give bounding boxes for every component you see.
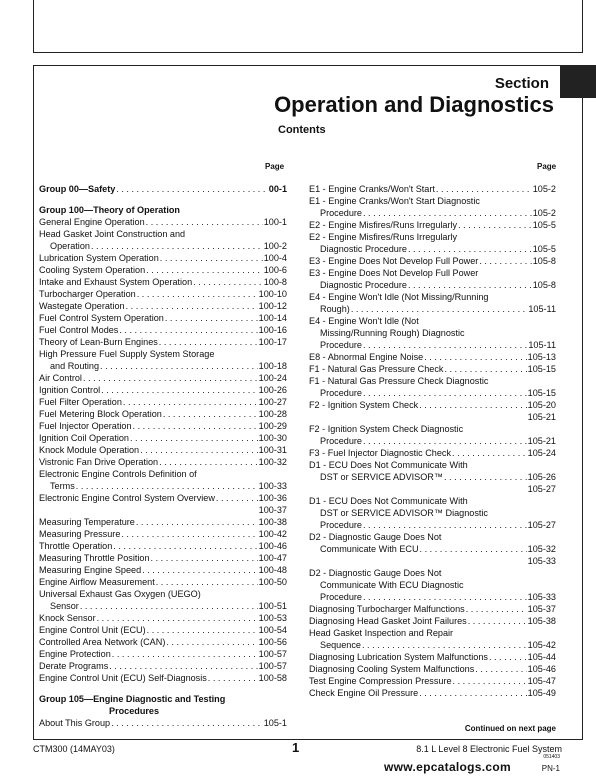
toc-entry-page: 105-37	[527, 604, 556, 614]
toc-entry-title: DST or SERVICE ADVISOR™ Diagnostic	[320, 508, 488, 518]
toc-entry-title: Communicate With ECU	[320, 544, 419, 554]
toc-entry-title: High Pressure Fuel Supply System Storage	[39, 349, 215, 359]
toc-entry-title: E4 - Engine Won't Idle (Not	[309, 316, 419, 326]
toc-entry[interactable]	[39, 516, 287, 528]
toc-entry-title: Fuel Metering Block Operation	[39, 409, 162, 419]
toc-entry-title: Derate Programs	[39, 661, 109, 671]
toc-entry-page: 105-32	[527, 544, 556, 554]
toc-entry-page: 100-36	[258, 493, 287, 503]
toc-entry-page: 100-53	[258, 613, 287, 623]
toc-entry-page: 100-42	[258, 529, 287, 539]
toc-entry-page: 105-11	[528, 304, 556, 314]
toc-entry-title: Rough)	[320, 304, 350, 314]
toc-entry-page: 100-28	[258, 409, 287, 419]
toc-entry-page: 100-24	[258, 373, 287, 383]
toc-entry-page: 105-33	[527, 556, 556, 566]
toc-entry-page: 100-16	[258, 325, 287, 335]
toc-entry[interactable]	[39, 336, 287, 348]
toc-entry-title: D2 - Diagnostic Gauge Does Not	[309, 532, 442, 542]
toc-entry[interactable]	[309, 615, 556, 627]
toc-entry[interactable]	[39, 420, 287, 432]
toc-entry-title: Electronic Engine Controls Definition of	[39, 469, 197, 479]
toc-entry-title: Procedure	[320, 592, 362, 602]
toc-entry-title: Head Gasket Joint Construction and	[39, 229, 186, 239]
toc-entry-page: 105-24	[527, 448, 556, 458]
section-label: Section	[494, 75, 549, 92]
toc-entry[interactable]	[39, 372, 287, 384]
contents-label: Contents	[278, 124, 326, 136]
toc-entry-title: D1 - ECU Does Not Communicate With	[309, 496, 468, 506]
toc-entry[interactable]	[39, 288, 287, 300]
toc-entry-title: and Routing	[50, 361, 100, 371]
continued-note: Continued on next page	[464, 724, 556, 733]
footer-doc-id: CTM300 (14MAY03)	[33, 744, 115, 754]
toc-entry-page: 100-29	[258, 421, 287, 431]
toc-entry-title: Lubrication System Operation	[39, 253, 159, 263]
toc-entry[interactable]	[39, 660, 287, 672]
toc-entry[interactable]	[39, 408, 287, 420]
previous-page-frame	[33, 0, 583, 53]
toc-entry-title: Ignition Coil Operation	[39, 433, 129, 443]
toc-entry-page: 100-57	[258, 661, 287, 671]
toc-entry-title: F1 - Natural Gas Pressure Check	[309, 364, 444, 374]
toc-entry[interactable]	[39, 672, 287, 684]
toc-entry[interactable]	[309, 315, 556, 351]
toc-entry-title: Diagnostic Procedure	[320, 280, 407, 290]
toc-entry-page: 100-17	[258, 337, 287, 347]
toc-entry-page: 105-13	[527, 352, 556, 362]
toc-entry-page: 100-10	[258, 289, 287, 299]
toc-entry-title: Check Engine Oil Pressure	[309, 688, 419, 698]
toc-entry-title: Theory of Lean-Burn Engines	[39, 337, 158, 347]
toc-entry-title: Measuring Throttle Position	[39, 553, 150, 563]
toc-entry[interactable]	[309, 219, 556, 231]
toc-entry-title: Procedure	[320, 208, 362, 218]
toc-entry-page: 100-50	[258, 577, 287, 587]
toc-entry[interactable]	[39, 216, 287, 228]
toc-entry-page: 100-6	[263, 265, 287, 275]
toc-entry-title: E8 - Abnormal Engine Noise	[309, 352, 424, 362]
toc-entry[interactable]	[39, 384, 287, 396]
toc-entry-title: Electronic Engine Control System Overview	[39, 493, 215, 503]
toc-entry-page: 105-38	[527, 616, 556, 626]
toc-entry[interactable]	[39, 396, 287, 408]
toc-entry-title: E1 - Engine Cranks/Won't Start Diagnostic	[309, 196, 480, 206]
toc-entry-title: Throttle Operation	[39, 541, 113, 551]
toc-entry[interactable]	[309, 459, 556, 495]
toc-entry-page: 100-2	[263, 241, 287, 251]
toc-entry-page: 105-15	[527, 388, 556, 398]
toc-entry-page: 100-56	[258, 637, 287, 647]
toc-entry-title: Universal Exhaust Gas Oxygen (UEGO)	[39, 589, 201, 599]
toc-entry-page: 105-15	[527, 364, 556, 374]
toc-entry[interactable]	[39, 576, 287, 588]
toc-entry[interactable]	[309, 363, 556, 375]
toc-entry-page: 00-1	[268, 184, 287, 194]
toc-entry-page: 105-49	[527, 688, 556, 698]
toc-entry[interactable]	[39, 492, 287, 516]
right-toc-column	[309, 183, 556, 699]
toc-entry[interactable]	[39, 540, 287, 552]
toc-entry-page: 105-27	[527, 520, 556, 530]
group-heading: Group 100—Theory of Operation	[39, 205, 180, 215]
toc-entry-title: Turbocharger Operation	[39, 289, 136, 299]
toc-entry[interactable]	[39, 324, 287, 336]
toc-entry-page: 100-12	[258, 301, 287, 311]
toc-entry-page: 105-42	[527, 640, 556, 650]
toc-entry-page: 105-2	[532, 208, 556, 218]
toc-entry-page: 100-26	[258, 385, 287, 395]
toc-entry-title: Procedure	[320, 340, 362, 350]
left-page-header: Page	[265, 162, 285, 171]
toc-entry-title: F3 - Fuel Injector Diagnostic Check	[309, 448, 452, 458]
toc-entry[interactable]	[309, 231, 556, 255]
toc-entry-page: 105-26	[527, 472, 556, 482]
toc-entry-title: Fuel Control Modes	[39, 325, 119, 335]
toc-entry[interactable]	[39, 468, 287, 492]
toc-entry-page: 100-8	[263, 277, 287, 287]
toc-entry[interactable]	[309, 195, 556, 219]
toc-entry-title: E3 - Engine Does Not Develop Full Power	[309, 256, 479, 266]
toc-entry[interactable]	[309, 255, 556, 267]
toc-entry-page: 100-18	[258, 361, 287, 371]
toc-entry-title: Procedure	[320, 520, 362, 530]
toc-entry-title: D2 - Diagnostic Gauge Does Not	[309, 568, 442, 578]
toc-entry-page: 105-21	[527, 412, 556, 422]
toc-entry-page: 100-51	[258, 601, 287, 611]
toc-entry-page: 105-11	[528, 340, 556, 350]
toc-entry-page: 105-20	[527, 400, 556, 410]
toc-entry-title: Communicate With ECU Diagnostic	[320, 580, 464, 590]
toc-entry-title: Operation	[50, 241, 90, 251]
toc-entry-page: 105-8	[532, 280, 556, 290]
toc-entry-title: F2 - Ignition System Check	[309, 400, 419, 410]
toc-entry-title: Procedure	[320, 436, 362, 446]
toc-entry-title: Test Engine Compression Pressure	[309, 676, 452, 686]
toc-entry[interactable]	[309, 627, 556, 651]
toc-entry-title: Group 00—Safety	[39, 184, 116, 194]
toc-entry-title: E4 - Engine Won't Idle (Not Missing/Running	[309, 292, 489, 302]
toc-entry-page: 100-57	[258, 649, 287, 659]
toc-entry[interactable]	[39, 528, 287, 540]
toc-entry[interactable]	[39, 348, 287, 372]
toc-entry[interactable]	[309, 375, 556, 399]
toc-entry-title: Engine Protection	[39, 649, 111, 659]
toc-entry-title: D1 - ECU Does Not Communicate With	[309, 460, 468, 470]
toc-entry-page: 100-30	[258, 433, 287, 443]
toc-entry[interactable]	[39, 648, 287, 660]
toc-entry-title: E2 - Engine Misfires/Runs Irregularly	[309, 232, 458, 242]
toc-entry-page: 105-2	[532, 184, 556, 194]
group-spacer	[39, 195, 287, 204]
toc-entry-title: Sensor	[50, 601, 79, 611]
toc-entry[interactable]	[39, 588, 287, 612]
toc-entry[interactable]	[309, 567, 556, 603]
toc-entry-page: 105-5	[532, 244, 556, 254]
footer-title: 8.1 L Level 8 Electronic Fuel System	[416, 744, 562, 754]
toc-entry[interactable]	[39, 612, 287, 624]
toc-entry[interactable]	[39, 564, 287, 576]
toc-entry-title: General Engine Operation	[39, 217, 145, 227]
toc-entry-title: Controlled Area Network (CAN)	[39, 637, 166, 647]
toc-entry-title: Diagnosing Lubrication System Malfunctions	[309, 652, 488, 662]
toc-entry-title: Head Gasket Inspection and Repair	[309, 628, 454, 638]
toc-entry[interactable]	[39, 624, 287, 636]
toc-entry-title: F2 - Ignition System Check Diagnostic	[309, 424, 464, 434]
toc-entry[interactable]	[309, 183, 556, 195]
toc-entry-title: Knock Sensor	[39, 613, 96, 623]
toc-entry-page: 100-31	[258, 445, 287, 455]
toc-entry-page: 105-8	[532, 256, 556, 266]
left-toc-column	[39, 183, 287, 729]
footer-code: 051403	[543, 754, 560, 760]
toc-entry[interactable]	[39, 432, 287, 444]
toc-entry[interactable]	[309, 531, 556, 567]
toc-entry-title: Terms	[50, 481, 75, 491]
watermark: www.epcatalogs.com	[384, 760, 511, 774]
footer-part-number: PN-1	[541, 764, 560, 773]
toc-entry[interactable]	[39, 228, 287, 252]
toc-entry-title: Diagnosing Head Gasket Joint Failures	[309, 616, 467, 626]
toc-entry-page: 100-47	[258, 553, 287, 563]
toc-entry-title: Vistronic Fan Drive Operation	[39, 457, 159, 467]
toc-entry-page: 100-32	[258, 457, 287, 467]
toc-entry-title: Fuel Control System Operation	[39, 313, 164, 323]
toc-entry[interactable]	[39, 276, 287, 288]
toc-entry-title: Measuring Temperature	[39, 517, 135, 527]
toc-entry-title: Missing/Running Rough) Diagnostic	[320, 328, 465, 338]
right-page-header: Page	[537, 162, 557, 171]
toc-entry-title: Cooling System Operation	[39, 265, 146, 275]
toc-entry[interactable]	[309, 495, 556, 531]
toc-entry-page: 105-33	[527, 592, 556, 602]
toc-entry-title: F1 - Natural Gas Pressure Check Diagnostic	[309, 376, 489, 386]
toc-entry[interactable]	[309, 351, 556, 363]
toc-entry[interactable]	[309, 447, 556, 459]
toc-entry-page: 105-5	[532, 220, 556, 230]
toc-entry[interactable]	[39, 264, 287, 276]
toc-entry-title: Engine Control Unit (ECU) Self-Diagnosis	[39, 673, 207, 683]
group-spacer	[39, 684, 287, 693]
toc-entry[interactable]	[39, 252, 287, 264]
toc-entry-title: Diagnosing Turbocharger Malfunctions	[309, 604, 465, 614]
toc-entry-title: E3 - Engine Does Not Develop Full Power	[309, 268, 479, 278]
toc-entry[interactable]	[39, 552, 287, 564]
toc-entry-title: Fuel Injector Operation	[39, 421, 132, 431]
toc-entry-page: 100-27	[258, 397, 287, 407]
page-number: 1	[292, 740, 300, 755]
toc-entry[interactable]	[39, 636, 287, 648]
toc-entry-title: Engine Control Unit (ECU)	[39, 625, 146, 635]
toc-entry-page: 100-14	[258, 313, 287, 323]
toc-entry-page: 100-54	[258, 625, 287, 635]
toc-entry-title: Ignition Control	[39, 385, 101, 395]
toc-entry-title: Fuel Filter Operation	[39, 397, 122, 407]
toc-entry-page: 100-4	[263, 253, 287, 263]
toc-entry-page: 105-47	[527, 676, 556, 686]
toc-entry-title: DST or SERVICE ADVISOR™	[320, 472, 443, 482]
toc-entry[interactable]	[309, 423, 556, 447]
toc-entry[interactable]	[39, 456, 287, 468]
toc-entry[interactable]	[309, 267, 556, 291]
section-tab	[560, 65, 596, 98]
toc-entry-page: 100-37	[258, 505, 287, 515]
toc-entry-page: 105-1	[263, 718, 287, 728]
toc-entry-page: 105-44	[527, 652, 556, 662]
toc-entry[interactable]	[309, 651, 556, 663]
toc-entry-title: Wastegate Operation	[39, 301, 125, 311]
section-title: Operation and Diagnostics	[274, 92, 554, 117]
toc-entry[interactable]	[39, 312, 287, 324]
toc-entry[interactable]	[309, 675, 556, 687]
toc-entry-title: E1 - Engine Cranks/Won't Start	[309, 184, 435, 194]
toc-entry-page: 105-21	[527, 436, 556, 446]
toc-entry[interactable]	[309, 603, 556, 615]
toc-entry-title: Intake and Exhaust System Operation	[39, 277, 193, 287]
toc-entry[interactable]	[39, 444, 287, 456]
toc-entry-title: Diagnosing Cooling System Malfunctions	[309, 664, 475, 674]
toc-entry-title: Measuring Engine Speed	[39, 565, 142, 575]
toc-entry-page: 100-48	[258, 565, 287, 575]
toc-entry[interactable]	[309, 291, 556, 315]
toc-entry-page: 105-46	[527, 664, 556, 674]
toc-entry-page: 100-46	[258, 541, 287, 551]
toc-entry-title: Sequence	[320, 640, 361, 650]
toc-entry-page: 105-27	[527, 484, 556, 494]
toc-entry[interactable]	[39, 717, 287, 729]
toc-entry-page: 100-33	[258, 481, 287, 491]
toc-entry[interactable]	[309, 663, 556, 675]
toc-entry-title: Procedure	[320, 388, 362, 398]
toc-entry-page: 100-38	[258, 517, 287, 527]
toc-entry-title: Air Control	[39, 373, 82, 383]
toc-entry-title: Measuring Pressure	[39, 529, 121, 539]
toc-entry[interactable]	[39, 183, 287, 195]
toc-entry-page: 100-58	[258, 673, 287, 683]
toc-entry[interactable]	[309, 399, 556, 423]
toc-entry-page: 100-1	[263, 217, 287, 227]
toc-entry[interactable]	[39, 300, 287, 312]
toc-entry-title: Engine Airflow Measurement	[39, 577, 155, 587]
toc-entry-title: Diagnostic Procedure	[320, 244, 407, 254]
toc-entry[interactable]	[309, 687, 556, 699]
toc-entry-title: About This Group	[39, 718, 111, 728]
toc-entry-title: Knock Module Operation	[39, 445, 140, 455]
group-heading: Group 105—Engine Diagnostic and Testing Procedures	[39, 694, 226, 716]
toc-entry-title: E2 - Engine Misfires/Runs Irregularly	[309, 220, 458, 230]
